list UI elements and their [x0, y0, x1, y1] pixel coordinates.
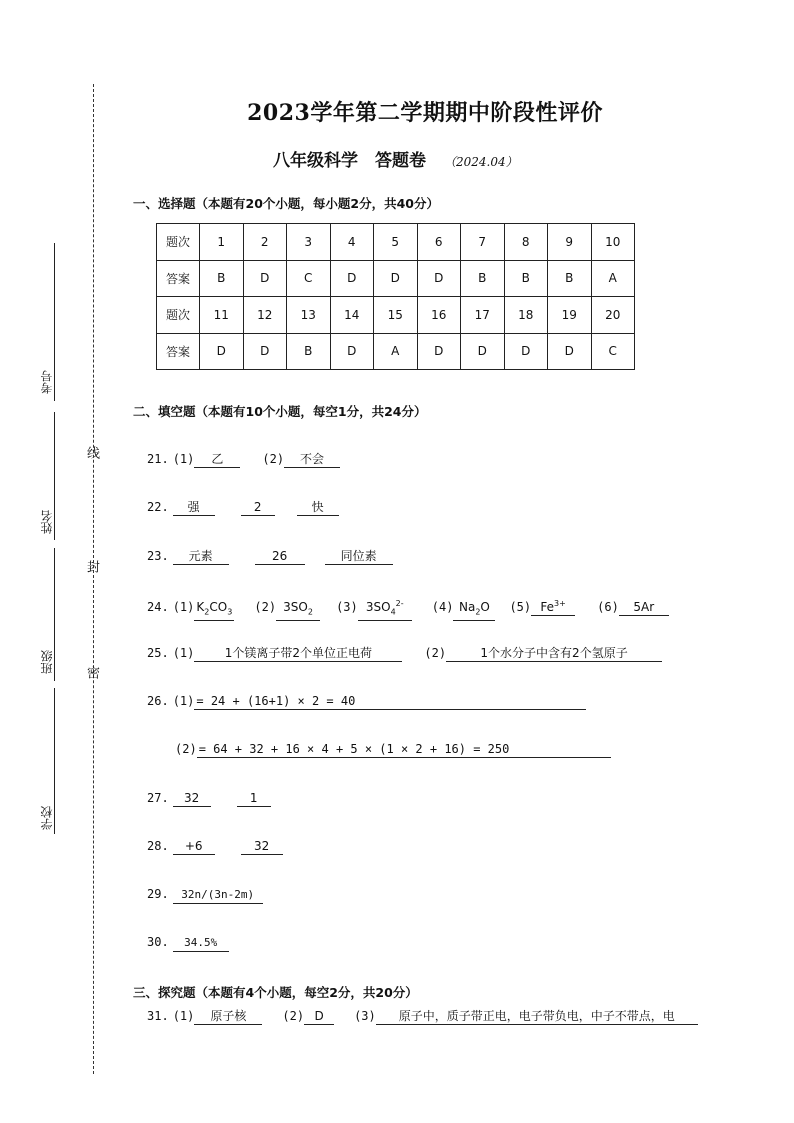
answer-blank: 原子中，质子带正电，电子带负电，中子不带点，电: [376, 1008, 698, 1025]
answer-blank: 1: [237, 790, 271, 807]
question-number: 23.: [147, 549, 169, 563]
row-label-question: 题次: [157, 297, 200, 334]
question-21: [147, 451, 340, 468]
formula-sup: 2-: [395, 599, 404, 608]
table-cell: 9: [548, 224, 592, 261]
table-cell: B: [504, 260, 548, 297]
formula-text: Na: [458, 600, 476, 614]
class-line: [54, 548, 55, 681]
formula-text: O: [480, 600, 490, 614]
question-number: 26.: [147, 694, 169, 708]
question-number: 22.: [147, 500, 169, 514]
table-cell: 19: [548, 297, 592, 334]
part-label: (2): [424, 646, 447, 660]
table-cell: D: [330, 333, 374, 370]
table-cell: 12: [243, 297, 287, 334]
table-cell: 3: [287, 224, 331, 261]
table-cell: B: [461, 260, 505, 297]
answer-blank: 32: [173, 790, 211, 807]
part-label: (4): [431, 600, 454, 614]
table-cell: 7: [461, 224, 505, 261]
formula-text: Fe: [540, 600, 555, 614]
table-cell: 20: [591, 297, 635, 334]
formula-sup: 3+: [554, 599, 566, 608]
table-cell: 13: [287, 297, 331, 334]
table-cell: 16: [417, 297, 461, 334]
subtitle-text: 八年级科学 答题卷: [273, 151, 426, 171]
question-25: [147, 645, 662, 662]
answer-blank: = 24 + (16+1) × 2 = 40: [194, 693, 586, 710]
formula-sub: 2: [204, 607, 210, 617]
formula-text: K: [196, 600, 205, 614]
answer-blank: 强: [173, 499, 215, 516]
choice-answer-table: [156, 223, 635, 370]
table-cell: 14: [330, 297, 374, 334]
table-cell: D: [417, 260, 461, 297]
table-cell: 4: [330, 224, 374, 261]
question-number: 24.: [147, 600, 169, 614]
seal-char-feng: 封: [84, 560, 99, 573]
table-cell: C: [287, 260, 331, 297]
table-cell: D: [330, 260, 374, 297]
binding-dashed-line: [93, 84, 94, 1074]
part-label: (3): [336, 600, 358, 614]
table-cell: D: [548, 333, 592, 370]
formula-text: 3SO: [365, 600, 391, 614]
question-28: [147, 838, 283, 855]
table-cell: 10: [591, 224, 635, 261]
answer-blank: 元素: [173, 548, 229, 565]
table-row: [157, 333, 635, 370]
school-label: 学校: [40, 806, 54, 830]
question-number: 29.: [147, 887, 169, 901]
answer-blank: 不会: [284, 451, 340, 468]
table-cell: D: [243, 260, 287, 297]
table-cell: B: [548, 260, 592, 297]
question-23: [147, 548, 393, 565]
table-cell: D: [417, 333, 461, 370]
part-label: (1): [172, 646, 195, 660]
question-number: 30.: [147, 935, 169, 949]
table-cell: 18: [504, 297, 548, 334]
table-cell: 11: [200, 297, 244, 334]
question-29: [147, 887, 263, 904]
table-cell: 17: [461, 297, 505, 334]
row-label-answer: 答案: [157, 260, 200, 297]
seal-char-mi: 密: [84, 666, 99, 679]
name-label: 姓名: [40, 510, 54, 534]
answer-blank-fe3: [531, 596, 575, 616]
answer-blank: 32n/(3n-2m): [173, 887, 263, 904]
table-cell: D: [504, 333, 548, 370]
table-cell: D: [461, 333, 505, 370]
part-label: (5): [509, 600, 532, 614]
answer-blank: +6: [173, 838, 215, 855]
formula-sub: 3: [227, 607, 233, 617]
section3-heading: 三、探究题（本题有4个小题，每空2分，共20分）: [133, 985, 418, 1000]
part-label: (2): [262, 452, 285, 466]
table-cell: A: [591, 260, 635, 297]
section1-heading: 一、选择题（本题有20个小题，每小题2分，共40分）: [133, 196, 439, 211]
part-label: (2): [175, 742, 197, 756]
question-31: [147, 1008, 698, 1025]
formula-sub: 4: [390, 607, 396, 617]
table-row: [157, 297, 635, 334]
answer-blank-k2co3: [194, 599, 234, 621]
row-label-answer: 答案: [157, 333, 200, 370]
answer-blank-na2o: [453, 599, 495, 621]
table-cell: B: [287, 333, 331, 370]
exam-no-line: [54, 243, 55, 401]
part-label: (2): [254, 600, 277, 614]
question-30: [147, 935, 229, 952]
table-cell: 15: [374, 297, 418, 334]
question-22: [147, 499, 339, 516]
table-cell: A: [374, 333, 418, 370]
seal-char-xian: 线: [84, 446, 99, 459]
question-number: 25.: [147, 646, 169, 660]
page-title: 2023学年第二学期期中阶段性评价: [247, 100, 603, 126]
answer-blank: 乙: [194, 451, 240, 468]
class-label: 班级: [40, 650, 54, 674]
table-cell: D: [243, 333, 287, 370]
part-label: (1): [172, 694, 195, 708]
answer-blank: 1个水分子中含有2个氢原子: [446, 645, 662, 662]
table-cell: B: [200, 260, 244, 297]
part-label: (1): [172, 600, 195, 614]
name-line: [54, 412, 55, 540]
answer-blank: 32: [241, 838, 283, 855]
table-cell: C: [591, 333, 635, 370]
row-label-question: 题次: [157, 224, 200, 261]
formula-sub: 2: [475, 607, 481, 617]
answer-blank: = 64 + 32 + 16 × 4 + 5 × (1 × 2 + 16) = 250: [197, 741, 611, 758]
table-cell: 1: [200, 224, 244, 261]
part-label: (1): [172, 452, 195, 466]
exam-no-label: 考号: [40, 370, 54, 394]
answer-blank-3so2: [276, 599, 320, 621]
exam-date: （2024.04）: [444, 155, 518, 169]
answer-blank: 34.5%: [173, 935, 229, 952]
table-cell: D: [374, 260, 418, 297]
answer-blank: 1个镁离子带2个单位正电荷: [194, 645, 402, 662]
question-24: [147, 596, 669, 621]
answer-blank: 26: [255, 548, 305, 565]
table-cell: 8: [504, 224, 548, 261]
answer-blank: 快: [297, 499, 339, 516]
section2-heading: 二、填空题（本题有10个小题，每空1分，共24分）: [133, 404, 427, 419]
answer-blank: 5Ar: [619, 599, 669, 616]
answer-blank: D: [304, 1008, 334, 1025]
table-cell: 2: [243, 224, 287, 261]
table-cell: 5: [374, 224, 418, 261]
question-26-part2: [175, 741, 611, 758]
question-number: 21.: [147, 452, 169, 466]
answer-blank: 同位素: [325, 548, 393, 565]
table-cell: D: [200, 333, 244, 370]
part-label: (6): [597, 600, 619, 614]
part-label: (2): [282, 1009, 305, 1023]
formula-sub: 2: [307, 607, 313, 617]
part-label: (3): [354, 1009, 376, 1023]
school-line: [54, 688, 55, 834]
answer-blank-3so4: [358, 596, 412, 621]
question-number: 31.: [147, 1009, 169, 1023]
formula-text: 3SO: [283, 600, 308, 614]
question-26-part1: [147, 693, 586, 710]
part-label: (1): [172, 1009, 195, 1023]
table-row: [157, 260, 635, 297]
answer-blank: 2: [241, 499, 275, 516]
formula-text: CO: [209, 600, 228, 614]
table-row: [157, 224, 635, 261]
table-cell: 6: [417, 224, 461, 261]
answer-blank: 原子核: [194, 1008, 262, 1025]
question-number: 28.: [147, 839, 169, 853]
question-number: 27.: [147, 791, 169, 805]
question-27: [147, 790, 271, 807]
page-subtitle: [273, 146, 518, 171]
